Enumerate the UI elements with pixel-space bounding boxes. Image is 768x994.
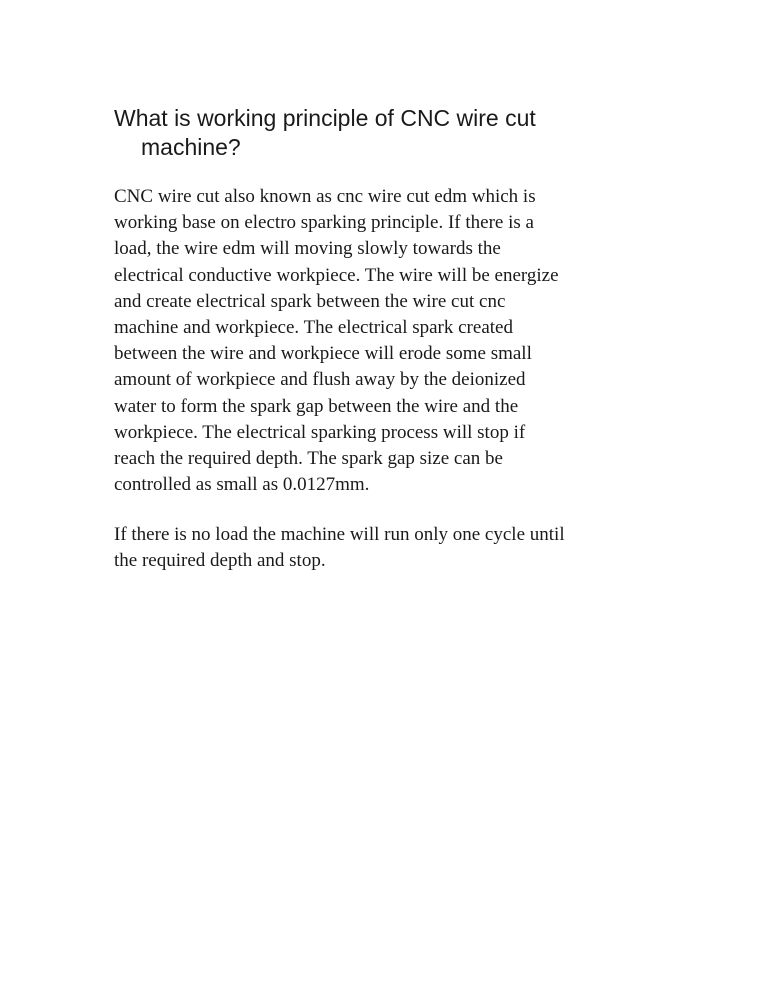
text-line: and create electrical spark between the wire cut cnc <box>114 290 506 312</box>
text-line: workpiece. The electrical sparking process will stop if <box>114 421 526 443</box>
text-line: machine and workpiece. The electrical spark created <box>114 317 513 339</box>
text-line: electrical conductive workpiece. The wire will be energize <box>114 264 559 286</box>
text-line: water to form the spark gap between the wire and the <box>114 395 519 417</box>
text-line: If there is no load the machine will run only one cycle until <box>114 524 565 545</box>
title-line: What is working principle of CNC wire cut <box>114 105 536 131</box>
text-line: the required depth and stop. <box>114 550 326 572</box>
text-line: controlled as small as 0.0127mm. <box>114 474 370 496</box>
title-line: machine? <box>141 134 241 160</box>
text-line: load, the wire edm will moving slowly towards the <box>114 238 501 260</box>
text-line: reach the required depth. The spark gap size can be <box>114 448 503 470</box>
text-line: CNC wire cut also known as cnc wire cut edm which is <box>114 186 536 207</box>
body-paragraph-2 <box>114 522 674 574</box>
text-line: between the wire and workpiece will erode some small <box>114 343 532 365</box>
body-paragraph-1 <box>114 184 674 498</box>
text-line: amount of workpiece and flush away by the deionized <box>114 369 526 391</box>
text-line: working base on electro sparking principle. If there is a <box>114 212 534 234</box>
page-title <box>114 104 674 162</box>
